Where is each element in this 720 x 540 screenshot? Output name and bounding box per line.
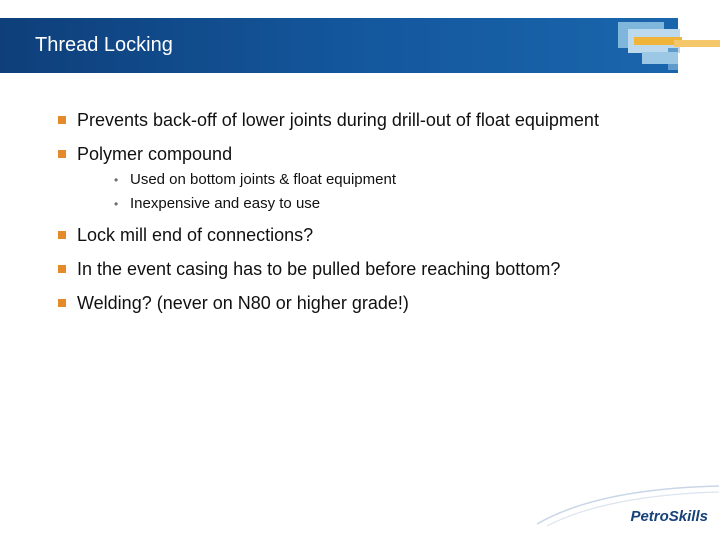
slide-title: Thread Locking bbox=[35, 34, 173, 56]
bullet-item bbox=[58, 108, 708, 132]
bullet-text: Prevents back-off of lower joints during drill-out of float equipment bbox=[77, 110, 599, 130]
dot-bullet-icon: • bbox=[114, 173, 119, 187]
square-bullet-icon bbox=[58, 150, 66, 158]
sub-bullet-item bbox=[114, 192, 708, 216]
square-bullet-icon bbox=[58, 299, 66, 307]
sub-bullet-text: Inexpensive and easy to use bbox=[130, 195, 321, 212]
bullet-item bbox=[58, 257, 708, 281]
dot-bullet-icon: • bbox=[114, 197, 119, 211]
header-logo-mark bbox=[612, 18, 720, 74]
square-bullet-icon bbox=[58, 116, 66, 124]
bullet-text: Welding? (never on N80 or higher grade!) bbox=[77, 293, 409, 313]
bullet-item bbox=[58, 223, 708, 247]
square-bullet-icon bbox=[58, 265, 66, 273]
petroskills-logo: PetroSkills bbox=[630, 508, 708, 525]
bullet-text: In the event casing has to be pulled before reaching bottom? bbox=[77, 259, 561, 279]
sub-bullet-text: Used on bottom joints & float equipment bbox=[130, 171, 396, 188]
bullet-text: Lock mill end of connections? bbox=[77, 225, 314, 245]
bullet-item bbox=[58, 291, 708, 315]
bullet-list bbox=[58, 108, 708, 315]
sub-bullet-item bbox=[114, 168, 708, 192]
bullet-text: Polymer compound bbox=[77, 144, 233, 164]
square-bullet-icon bbox=[58, 231, 66, 239]
bullet-item bbox=[58, 142, 708, 166]
